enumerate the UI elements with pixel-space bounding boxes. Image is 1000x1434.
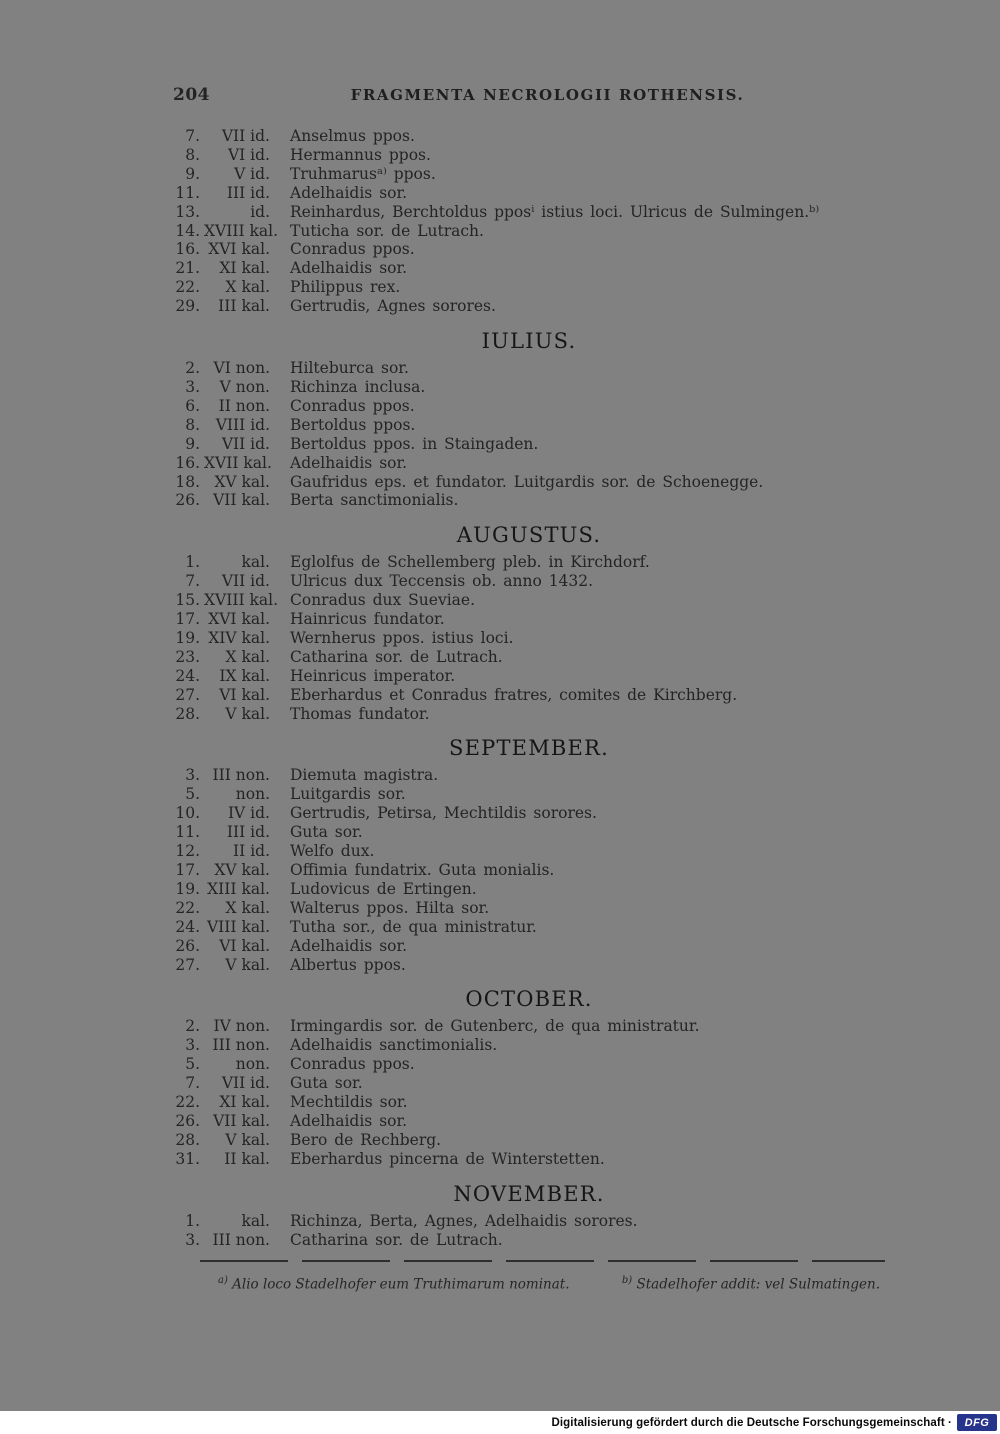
entry-text: Gaufridus eps. et fundator. Luitgardis sor. de Schoenegge.: [290, 472, 764, 491]
necrology-entry-row: [173, 629, 885, 648]
entry-text: Adelhaidis sor.: [290, 183, 408, 202]
footnote: [622, 1275, 880, 1293]
entry-day: 3.: [185, 1036, 200, 1055]
entry-text: Conradus dux Sueviae.: [290, 591, 476, 610]
entry-text: Guta sor.: [290, 1074, 363, 1093]
footnote-separator: [200, 1260, 885, 1262]
necrology-entry-row: [173, 454, 885, 473]
necrology-entry-row: [173, 861, 885, 880]
entry-day: 16.: [175, 453, 200, 472]
necrology-entry-row: [173, 359, 885, 378]
entry-text: Richinza inclusa.: [290, 377, 426, 396]
necrology-entry-row: [173, 473, 885, 492]
entry-day: 9.: [185, 164, 200, 183]
entry-day: 15.: [175, 591, 200, 610]
necrology-entry-row: [173, 823, 885, 842]
entry-calendar: XVIII kal.: [204, 591, 279, 610]
necrology-entry-row: [173, 297, 885, 316]
necrology-entry-row: [173, 146, 885, 165]
entry-calendar: VI id.: [227, 145, 270, 164]
necrology-entry-row: [173, 1231, 885, 1250]
footnote-marker: b): [621, 1274, 633, 1286]
entry-calendar: VI kal.: [219, 685, 270, 704]
necrology-entry-row: [173, 1150, 885, 1169]
entry-text: Reinhardus, Berchtoldus pposⁱ istius loci. Ulricus de Sulmingen.ᵇ⁾: [290, 202, 820, 221]
entry-text: Conradus ppos.: [290, 396, 415, 415]
entry-day: 16.: [175, 240, 200, 259]
entry-text: Richinza, Berta, Agnes, Adelhaidis sorores.: [290, 1211, 638, 1230]
entry-text: Gertrudis, Agnes sorores.: [290, 297, 496, 316]
necrology-entry-row: [173, 1074, 885, 1093]
necrology-entry-row: [173, 278, 885, 297]
entry-day: 19.: [175, 628, 200, 647]
entry-text: Anselmus ppos.: [290, 127, 415, 145]
running-title: FRAGMENTA NECROLOGII ROTHENSIS.: [350, 86, 745, 104]
entry-calendar: XVI kal.: [208, 240, 270, 259]
entry-day: 12.: [175, 842, 200, 861]
necrology-entry-row: [173, 222, 885, 241]
footnotes: [0, 1275, 1000, 1293]
entry-day: 21.: [175, 259, 200, 278]
entry-text: Bertoldus ppos. in Staingaden.: [290, 434, 539, 453]
entry-calendar: kal.: [241, 553, 270, 572]
footnote-marker: a): [218, 1274, 228, 1286]
entry-text: Adelhaidis sor.: [290, 453, 408, 472]
entry-calendar: VIII kal.: [206, 917, 270, 936]
necrology-entry-row: [173, 416, 885, 435]
entry-day: 3.: [185, 1230, 200, 1249]
entry-text: Adelhaidis sor.: [290, 936, 408, 955]
entry-text: Bero de Rechberg.: [290, 1130, 442, 1149]
necrology-entry-row: [173, 785, 885, 804]
entry-calendar: V kal.: [225, 704, 270, 723]
necrology-entry-row: [173, 1055, 885, 1074]
entry-day: 24.: [175, 666, 200, 685]
entry-day: 17.: [175, 610, 200, 629]
entry-calendar: VII id.: [221, 434, 270, 453]
entry-text: Luitgardis sor.: [290, 785, 406, 804]
entry-text: Adelhaidis sor.: [290, 1111, 408, 1130]
necrology-entry-row: [173, 491, 885, 510]
necrology-entry-row: [173, 1036, 885, 1055]
necrology-entry-row: [173, 956, 885, 975]
entry-day: 11.: [175, 823, 200, 842]
entry-day: 27.: [175, 685, 200, 704]
entry-day: 7.: [185, 127, 200, 145]
entry-day: 23.: [175, 647, 200, 666]
necrology-entry-row: [173, 686, 885, 705]
entry-calendar: IV non.: [213, 1017, 270, 1036]
entry-text: Thomas fundator.: [290, 704, 430, 723]
entry-calendar: III non.: [212, 1230, 270, 1249]
entry-text: Albertus ppos.: [290, 955, 406, 974]
entry-text: Truhmarusᵃ⁾ ppos.: [290, 164, 436, 183]
entry-calendar: non.: [235, 785, 270, 804]
necrology-entry-row: [173, 705, 885, 724]
footnote-text: Alio loco Stadelhofer eum Truthimarum nominat.: [232, 1276, 570, 1292]
entry-calendar: IX kal.: [219, 666, 270, 685]
entry-day: 3.: [185, 766, 200, 785]
entry-calendar: XV kal.: [214, 861, 270, 879]
entry-day: 5.: [185, 785, 200, 804]
entry-text: Eberhardus et Conradus fratres, comites de Kirchberg.: [290, 685, 738, 704]
month-heading: NOVEMBER.: [453, 1181, 605, 1206]
entry-day: 27.: [175, 955, 200, 974]
necrology-entry-row: [173, 667, 885, 686]
month-heading: AUGUSTUS.: [456, 523, 602, 548]
entry-calendar: VII kal.: [213, 491, 270, 510]
entry-calendar: XIV kal.: [208, 628, 270, 647]
entry-day: 8.: [185, 145, 200, 164]
necrology-entry-row: [173, 918, 885, 937]
entry-day: 17.: [175, 861, 200, 879]
necrology-entry-row: [173, 899, 885, 918]
entry-text: Diemuta magistra.: [290, 766, 439, 785]
entry-calendar: X kal.: [225, 647, 270, 666]
entry-text: Walterus ppos. Hilta sor.: [290, 898, 490, 917]
entry-text: Ludovicus de Ertingen.: [290, 879, 477, 898]
entry-day: 9.: [185, 434, 200, 453]
entry-day: 22.: [175, 1093, 200, 1112]
entry-calendar: XVIII kal.: [204, 221, 279, 240]
entry-day: 14.: [175, 221, 200, 240]
entry-calendar: XIII kal.: [207, 879, 270, 898]
entry-day: 13.: [175, 202, 200, 221]
entry-calendar: VII kal.: [213, 1111, 270, 1130]
necrology-entry-row: [173, 1212, 885, 1231]
entry-text: Adelhaidis sor.: [290, 259, 408, 278]
necrology-entry-row: [173, 1017, 885, 1036]
entry-day: 3.: [185, 377, 200, 396]
necrology-entry-row: [173, 591, 885, 610]
necrology-entry-row: [173, 1093, 885, 1112]
entry-text: Catharina sor. de Lutrach.: [290, 647, 503, 666]
entry-text: Guta sor.: [290, 823, 363, 842]
necrology-entry-row: [173, 435, 885, 454]
entry-day: 29.: [175, 297, 200, 316]
necrology-entry-row: [173, 842, 885, 861]
digitization-credit: Digitalisierung gefördert durch die Deutsche Forschungsgemeinschaft ·: [551, 1416, 952, 1429]
necrology-entry-row: [173, 203, 885, 222]
entry-calendar: XVI kal.: [208, 610, 270, 629]
entry-day: 22.: [175, 898, 200, 917]
entry-text: Tuticha sor. de Lutrach.: [290, 221, 484, 240]
entry-day: 22.: [175, 278, 200, 297]
page-number: 204: [173, 85, 210, 105]
entry-text: Berta sanctimonialis.: [290, 491, 459, 510]
necrology-entry-row: [173, 610, 885, 629]
necrology-entry-row: [173, 1131, 885, 1150]
entry-day: 2.: [185, 1017, 200, 1036]
entry-calendar: IV id.: [227, 804, 270, 823]
footnote-text: Stadelhofer addit: vel Sulmatingen.: [636, 1276, 880, 1292]
entry-day: 1.: [185, 1211, 200, 1230]
entry-calendar: VII id.: [221, 572, 270, 591]
entry-text: Ulricus dux Teccensis ob. anno 1432.: [290, 572, 594, 591]
entry-text: Hilteburca sor.: [290, 359, 409, 378]
entry-text: Eglolfus de Schellemberg pleb. in Kirchdorf.: [290, 553, 650, 572]
month-heading: OCTOBER.: [465, 987, 593, 1012]
entry-calendar: id.: [250, 202, 270, 221]
entry-text: Philippus rex.: [290, 278, 401, 297]
entry-text: Catharina sor. de Lutrach.: [290, 1230, 503, 1249]
entry-text: Hermannus ppos.: [290, 145, 431, 164]
entry-calendar: V id.: [234, 164, 270, 183]
entry-text: Conradus ppos.: [290, 240, 415, 259]
entry-calendar: XVII kal.: [204, 453, 272, 472]
entry-day: 7.: [185, 572, 200, 591]
necrology-entry-row: [173, 259, 885, 278]
entry-day: 31.: [175, 1149, 200, 1168]
entry-text: Welfo dux.: [290, 842, 375, 861]
entry-day: 10.: [175, 804, 200, 823]
month-heading: IULIUS.: [481, 329, 577, 354]
page-header: [0, 0, 1000, 105]
entry-text: Mechtildis sor.: [290, 1093, 408, 1112]
necrology-entry-row: [173, 937, 885, 956]
necrology-entry-row: [173, 378, 885, 397]
entry-day: 19.: [175, 879, 200, 898]
entry-day: 24.: [175, 917, 200, 936]
necrology-entry-row: [173, 184, 885, 203]
necrology-entry-row: [173, 127, 885, 146]
entry-day: 6.: [185, 396, 200, 415]
entry-text: Gertrudis, Petirsa, Mechtildis sorores.: [290, 804, 597, 823]
entry-text: Offimia fundatrix. Guta monialis.: [290, 861, 555, 879]
entry-text: Tutha sor., de qua ministratur.: [290, 917, 537, 936]
entry-calendar: X kal.: [225, 898, 270, 917]
entry-calendar: V kal.: [225, 1130, 270, 1149]
necrology-entry-row: [173, 648, 885, 667]
entry-calendar: II kal.: [224, 1149, 270, 1168]
entry-day: 26.: [175, 936, 200, 955]
entry-calendar: II id.: [233, 842, 270, 861]
entry-calendar: XI kal.: [219, 1093, 270, 1112]
entry-calendar: VI kal.: [219, 936, 270, 955]
entry-calendar: XV kal.: [214, 472, 270, 491]
entry-day: 28.: [175, 1130, 200, 1149]
entry-calendar: VIII id.: [215, 415, 270, 434]
month-heading: SEPTEMBER.: [449, 736, 609, 761]
entry-calendar: VII id.: [221, 127, 270, 145]
necrology-content: [0, 127, 1000, 1250]
entry-text: Conradus ppos.: [290, 1055, 415, 1074]
necrology-entry-row: [173, 880, 885, 899]
entry-calendar: XI kal.: [219, 259, 270, 278]
entry-day: 26.: [175, 1111, 200, 1130]
necrology-entry-row: [173, 1112, 885, 1131]
digitization-bar: [0, 1411, 1000, 1434]
entry-calendar: V kal.: [225, 955, 270, 974]
entry-calendar: III non.: [212, 1036, 270, 1055]
entry-text: Bertoldus ppos.: [290, 415, 416, 434]
necrology-entry-row: [173, 572, 885, 591]
entry-day: 2.: [185, 359, 200, 378]
footnote: [218, 1275, 569, 1293]
necrology-entry-row: [173, 165, 885, 184]
entry-text: Wernherus ppos. istius loci.: [290, 628, 514, 647]
entry-calendar: X kal.: [225, 278, 270, 297]
entry-calendar: III non.: [212, 766, 270, 785]
necrology-entry-row: [173, 766, 885, 785]
entry-day: 18.: [175, 472, 200, 491]
entry-calendar: III id.: [226, 823, 270, 842]
entry-calendar: VI non.: [213, 359, 270, 378]
entry-text: Heinricus imperator.: [290, 666, 456, 685]
entry-text: Hainricus fundator.: [290, 610, 445, 629]
necrology-entry-row: [173, 553, 885, 572]
entry-calendar: VII id.: [221, 1074, 270, 1093]
necrology-entry-row: [173, 397, 885, 416]
entry-day: 5.: [185, 1055, 200, 1074]
entry-calendar: kal.: [241, 1211, 270, 1230]
entry-calendar: non.: [235, 1055, 270, 1074]
necrology-entry-row: [173, 240, 885, 259]
entry-day: 11.: [175, 183, 200, 202]
entry-text: Adelhaidis sanctimonialis.: [290, 1036, 498, 1055]
entry-day: 7.: [185, 1074, 200, 1093]
dfg-logo: DFG: [957, 1414, 997, 1431]
entry-calendar: III kal.: [218, 297, 270, 316]
entry-calendar: III id.: [226, 183, 270, 202]
entry-day: 28.: [175, 704, 200, 723]
entry-text: Irmingardis sor. de Gutenberc, de qua ministratur.: [290, 1017, 700, 1036]
entry-day: 26.: [175, 491, 200, 510]
entry-calendar: II non.: [218, 396, 270, 415]
necrology-entry-row: [173, 804, 885, 823]
entry-calendar: V non.: [219, 377, 270, 396]
entry-day: 8.: [185, 415, 200, 434]
entry-day: 1.: [185, 553, 200, 572]
entry-text: Eberhardus pincerna de Winterstetten.: [290, 1149, 605, 1168]
